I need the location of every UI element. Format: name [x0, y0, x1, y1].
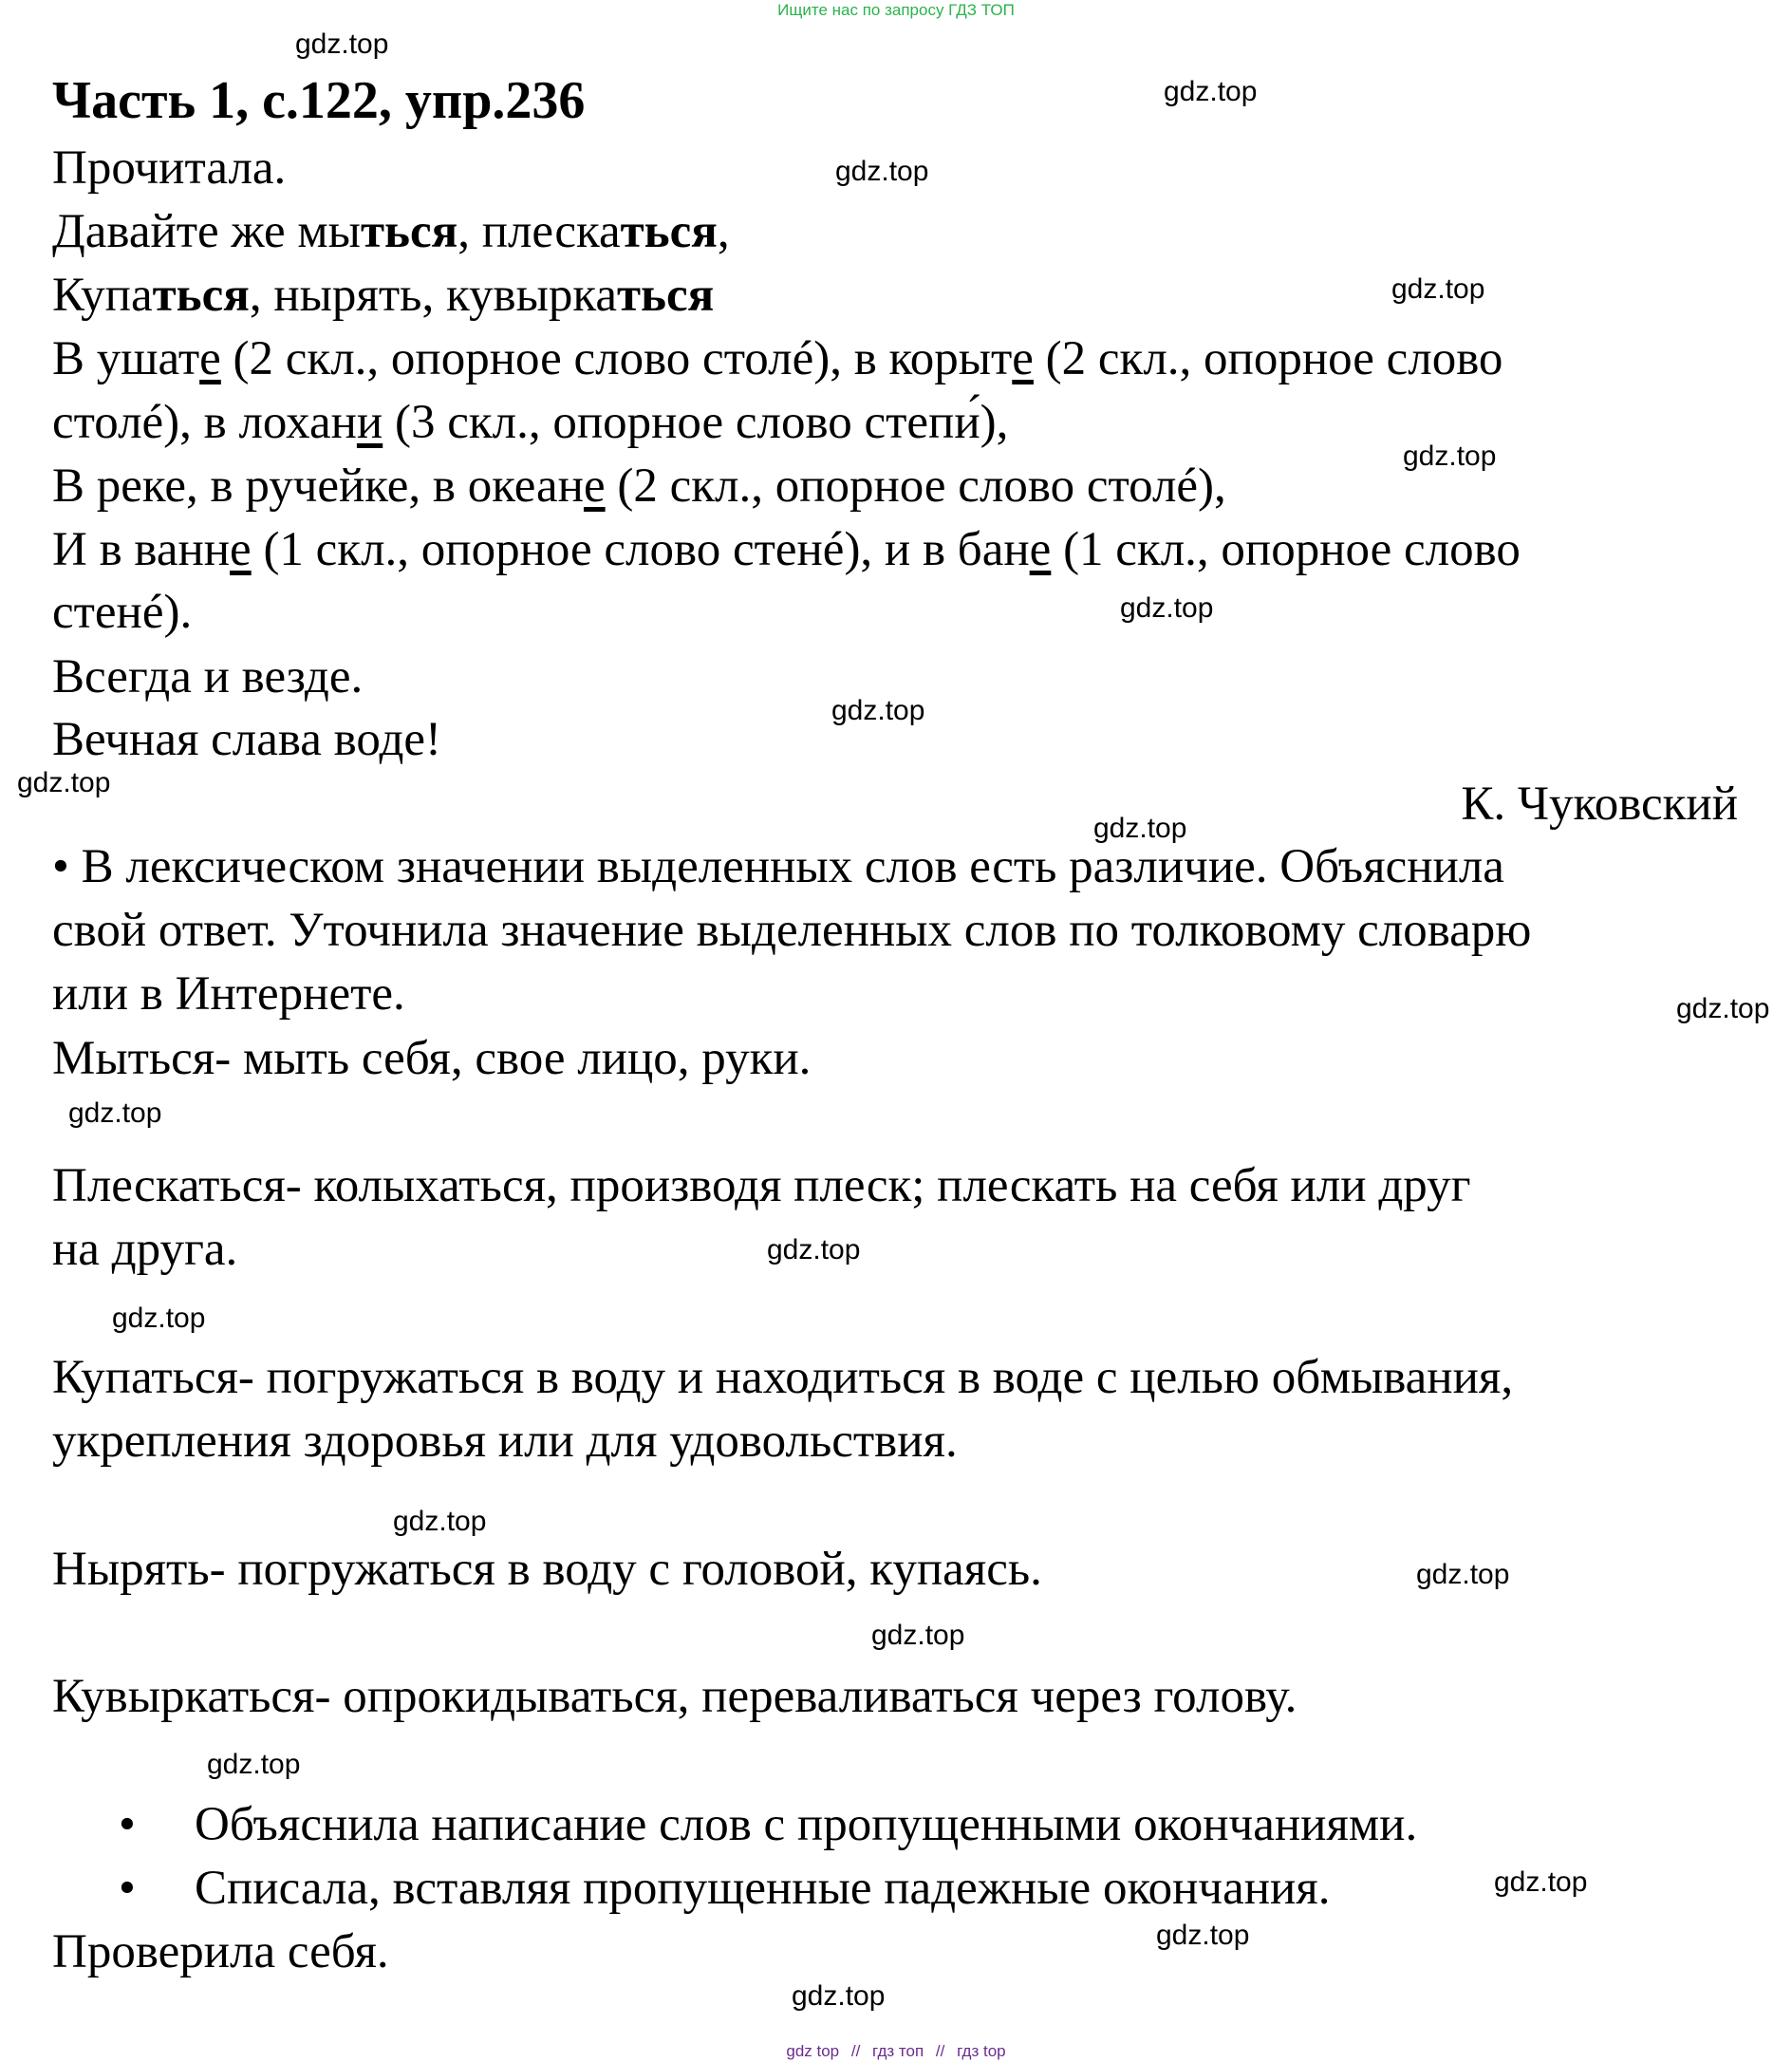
definition-nyryat: Нырять- погружаться в воду с головой, купаясь.	[52, 1543, 1042, 1596]
definition-kupat-sya-line-2: укрепления здоровья или для удовольствия.	[52, 1415, 958, 1468]
poem-line-7: стенé).	[52, 586, 193, 639]
watermark: gdz.top	[1391, 273, 1485, 305]
watermark: gdz.top	[792, 1980, 886, 2012]
watermark: gdz.top	[1676, 993, 1770, 1024]
watermark: gdz.top	[295, 28, 389, 60]
definition-pleskat-sya-line-1: Плескаться- колыхаться, производя плеск; плескать на себя или друг	[52, 1159, 1471, 1212]
definition-kupat-sya-line-1: Купаться- погружаться в воду и находиться в воде с целью обмывания,	[52, 1351, 1514, 1404]
poem-line-2: Купаться, нырять, кувыркаться	[52, 269, 715, 322]
watermark: gdz.top	[17, 767, 111, 798]
task-line-1: • В лексическом значении выделенных слов есть различие. Объяснила	[52, 840, 1504, 893]
definition-pleskat-sya-line-2: на друга.	[52, 1223, 238, 1276]
poem-author: К. Чуковский	[1461, 778, 1738, 831]
footer-separator: //	[850, 2042, 861, 2060]
task-line-3: или в Интернете.	[52, 967, 405, 1021]
watermark: gdz.top	[393, 1506, 487, 1537]
bullet-item-1: Объяснила написание слов с пропущенными окончаниями.	[195, 1798, 1418, 1851]
watermark: gdz.top	[835, 156, 929, 187]
poem-line-4: столé), в лохани (3 скл., опорное слово степи́),	[52, 396, 1009, 449]
poem-line-6: И в ванне (1 скл., опорное слово стенé), и в бане (1 скл., опорное слово	[52, 523, 1521, 576]
task-line-2: свой ответ. Уточнила значение выделенных слов по толковому словарю	[52, 904, 1532, 957]
watermark: gdz.top	[1156, 1920, 1250, 1951]
definition-kuvyrkat-sya: Кувыркаться- опрокидываться, переваливаться через голову.	[52, 1670, 1297, 1723]
header-search-note: Ищите нас по запросу ГДЗ ТОП	[777, 1, 1015, 19]
poem-line-8: Всегда и везде.	[52, 650, 364, 703]
watermark: gdz.top	[1416, 1559, 1510, 1590]
poem-line-1: Давайте же мыться, плескаться,	[52, 205, 730, 258]
watermark: gdz.top	[68, 1097, 162, 1129]
watermark: gdz.top	[1403, 441, 1497, 472]
closing-line: Проверила себя.	[52, 1925, 389, 1978]
watermark: gdz.top	[1120, 592, 1214, 624]
footer-link[interactable]: gdz top	[786, 2042, 840, 2060]
bullet-marker: •	[119, 1798, 136, 1851]
watermark: gdz.top	[112, 1303, 206, 1334]
watermark: gdz.top	[871, 1620, 965, 1651]
footer-link[interactable]: гдз топ	[872, 2042, 924, 2060]
watermark: gdz.top	[1093, 813, 1187, 844]
bullet-marker: •	[119, 1862, 136, 1915]
watermark: gdz.top	[207, 1749, 301, 1780]
footer-links	[0, 2043, 1792, 2059]
footer-link[interactable]: гдз top	[957, 2042, 1006, 2060]
footer-separator: //	[935, 2042, 945, 2060]
page-title: Часть 1, с.122, упр.236	[52, 71, 586, 130]
intro-line: Прочитала.	[52, 141, 287, 195]
watermark: gdz.top	[767, 1234, 861, 1265]
definition-myt-sya: Мыться- мыть себя, свое лицо, руки.	[52, 1032, 812, 1085]
bullet-item-2: Списала, вставляя пропущенные падежные окончания.	[195, 1862, 1331, 1915]
watermark: gdz.top	[831, 695, 925, 726]
poem-line-9: Вечная слава воде!	[52, 713, 442, 766]
watermark: gdz.top	[1494, 1866, 1588, 1898]
poem-line-3: В ушате (2 скл., опорное слово столé), в корыте (2 скл., опорное слово	[52, 332, 1503, 385]
watermark: gdz.top	[1164, 76, 1258, 107]
poem-line-5: В реке, в ручейке, в океане (2 скл., опорное слово столé),	[52, 459, 1226, 513]
